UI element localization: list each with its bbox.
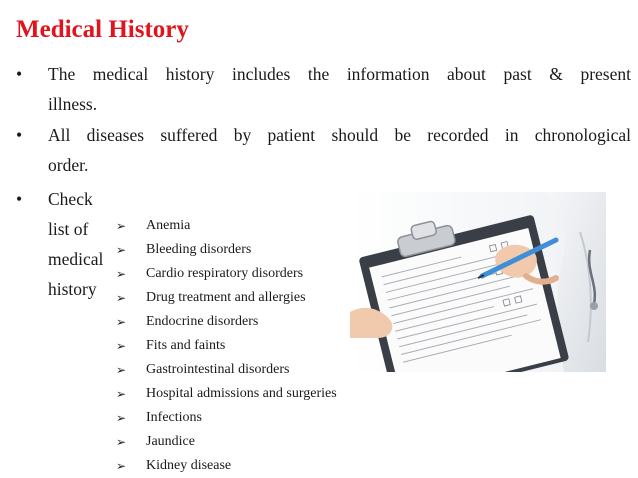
clipboard-illustration [350,192,606,372]
bullet-text-line: order. [48,155,89,175]
arrow-bullet-icon: ➢ [116,363,127,377]
arrow-bullet-icon: ➢ [116,459,127,473]
bullet-text-line: The medical history includes the information about past & present [48,64,631,84]
checklist-item-label: Drug treatment and allergies [146,290,306,305]
checklist-item-label: Anemia [146,218,191,233]
checklist-item-label: Kidney disease [146,458,232,473]
checklist-item-label: Hospital admissions and surgeries [146,386,337,401]
checklist-item-label: Endocrine disorders [146,314,259,329]
bullet-text-line: illness. [48,94,98,114]
bullet-marker: • [16,64,23,84]
checklist-item-label: Jaundice [146,434,195,449]
arrow-bullet-icon: ➢ [116,387,127,401]
bullet-text-line: Check list of medical history [48,189,104,299]
arrow-bullet-icon: ➢ [116,315,127,329]
arrow-bullet-icon: ➢ [116,339,127,353]
checklist-item-label: Bleeding disorders [146,242,252,257]
slide-title: Medical History [16,16,189,43]
bullet-marker: • [16,189,23,209]
checklist-item-label: Infections [146,410,202,425]
doctor-clipboard-photo [350,192,606,372]
checklist-item-label: Fits and faints [146,338,226,353]
checklist-item-label: Gastrointestinal disorders [146,362,290,377]
arrow-bullet-icon: ➢ [116,435,127,449]
arrow-bullet-icon: ➢ [116,267,127,281]
bullet-text-line: All diseases suffered by patient should be recorded in chronological [48,125,631,145]
arrow-bullet-icon: ➢ [116,291,127,305]
arrow-bullet-icon: ➢ [116,219,127,233]
arrow-bullet-icon: ➢ [116,411,127,425]
checklist-item-label: Cardio respiratory disorders [146,266,304,281]
arrow-bullet-icon: ➢ [116,243,127,257]
bullet-marker: • [16,125,23,145]
